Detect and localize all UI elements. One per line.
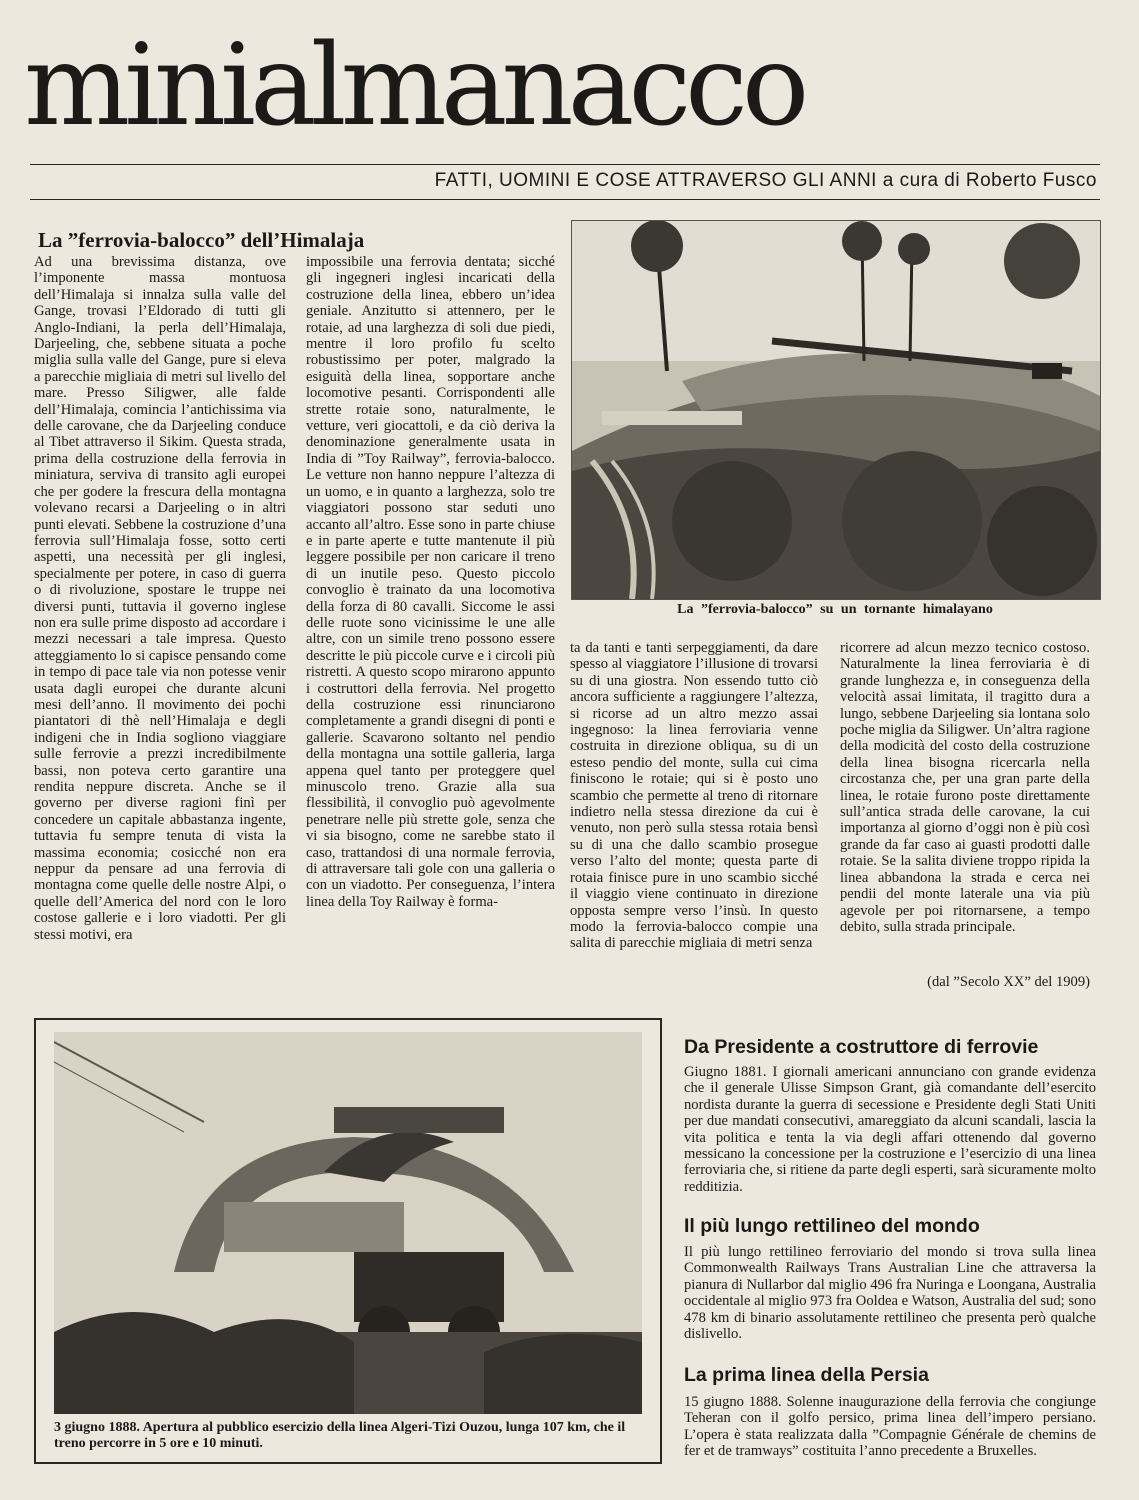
top-rule	[30, 164, 1100, 165]
masthead: minialmanacco	[24, 21, 804, 151]
himalaya-photo-caption: La ”ferrovia-balocco” su un tornante himalayano	[677, 602, 993, 617]
algeria-photo-box	[34, 1018, 662, 1464]
sidebar-text-3: 15 giugno 1888. Solenne inaugurazione della ferrovia che congiunge Teheran con il golfo persico, prima linea dell’impero persiano. L’opera è stata realizzata dalla ”Compagnie Générale de chemins de fer et de tramways” costituita l’anno precedente a Bruxelles.	[684, 1394, 1096, 1460]
sidebar-text-2: Il più lungo rettilineo ferroviario del mondo si trova sulla linea Commonwealth Railways Trans Australian Line che attraversa la pianura di Nullarbor dal miglio 496 fra Nuringa e Loongana, Australia occidentale al miglio 973 fra Ooldea e Watson, Australia del sud; sono 478 km di binario assolutamente rettilineo che presenta però qualche dislivello.	[684, 1244, 1096, 1343]
algeria-inauguration-engraving	[54, 1032, 642, 1414]
sidebar-text-1: Giugno 1881. I giornali americani annunciano con grande evidenza che il generale Ulisse Simpson Grant, già comandante dell’esercito nordista durante la guerra di secessione e Presidente degli Stati Uniti per due mandati consecutivi, amareggiato da alcuni scandali, lascia la vita politica e tenta la via degli affari ottenendo dal governo messicano la concessione per la costruzione e l’esercizio di una linea ferroviaria che, si ritiene da parte degli esperti, sarà sicuramente molto redditizia.	[684, 1064, 1096, 1195]
article-column-3: ta da tanti e tanti serpeggiamenti, da dare spesso al viaggiatore l’illusione di trovarsi su di una giostra. Non essendo tutto ciò ancora sufficiente a raggiungere l’altezza, si ricorse ad un altro mezzo assai ingegnoso: la linea ferroviaria venne costruita in direzione obliqua, su di un esteso pendio del monte, sulla cui cima finiscono le rotaie; qui si è posto uno scambio che permette al treno di ritornare indietro nella stessa direzione da cui è venuto, non però sulla stessa rotaia bensì su di una che dallo scambio prosegue verso l’alto del monte; questa parte di rotaia finisce pure in uno scambio sicché il viaggio viene continuato in direzione opposta sempre verso l’insù. In questo modo la ferrovia-balocco compie una salita di parecchie migliaia di metri senza	[570, 640, 818, 952]
sidebar-title-3: La prima linea della Persia	[684, 1364, 929, 1386]
article-column-2: impossibile una ferrovia dentata; sicché gli ingegneri inglesi incaricati della costruzione della linea, ebbero un’idea geniale. Anzitutto si attennero, per le rotaie, ad una larghezza di soli due piedi, mentre il loro profilo fu scelto robustissimo per poter, malgrado la esiguità della linea, sopportare anche locomotive pesanti. Corrispondenti alle strette rotaie sono, naturalmente, le vetture, veri giocattoli, e da ciò deriva la denominazione generalmente usata in India di ”Toy Railway”, ferrovia-balocco. Le vetture non hanno neppure l’altezza di un uomo, e in quanto a larghezza, solo tre viaggiatori possono star seduti uno accanto all’altro. Esse sono in parte chiuse e in parte aperte e tutte mantenute il più leggere possibile per non caricare il treno di un inutile peso. Questo piccolo convoglio è trainato da una locomotiva della forza di 80 cavalli. Siccome le assi delle ruote sono vicinissime le une alle altre, con un simile treno possono essere descritte le più piccole curve e i circoli più ristretti. A questo scopo mirarono appunto i costruttori della ferrovia. Nel progetto della costruzione essi rinunciarono completamente a grandi disegni di ponti e gallerie. Scavarono soltanto nel pendio della montagna una sottile galleria, larga appena quel tanto per proteggere quel minuscolo treno. Grazie alla sua flessibilità, il convoglio può agevolmente penetrare nelle più strette gole, senza che vi sia bisogno, come ne sarebbe stato il caso, trattandosi di una normale ferrovia, di attraversare tali gole con una galleria o con un viadotto. Per conseguenza, l’intera linea della Toy Railway è forma-	[306, 254, 555, 910]
sidebar-title-2: Il più lungo rettilineo del mondo	[684, 1215, 980, 1237]
article-column-4: ricorrere ad alcun mezzo tecnico costoso. Naturalmente la linea ferroviaria è di grande lunghezza e, in conseguenza della velocità assai limitata, il tragitto dura a lungo, sebbene Darjeeling sia lontana solo poche miglia da Siligwer. Un’altra ragione della modicità del costo della costruzione della linea bisogna ricercarla nella circostanza che, per una gran parte della linea, le rotaie furono poste direttamente sull’antica strada delle carovane, la cui importanza al giorno d’oggi non è più così grande da far caso ai guasti prodotti dalle rotaie. Se la salita diviene troppo ripida la linea abbandona la strada e cerca nei pendii del monte laterale una via più agevole per poi ritornarsene, a tempo debito, sulla strada principale.	[840, 640, 1090, 935]
article-source: (dal ”Secolo XX” del 1909)	[927, 974, 1090, 990]
bottom-rule	[30, 199, 1100, 200]
himalaya-railway-photo	[571, 220, 1101, 600]
article-column-1: Ad una brevissima distanza, ove l’imponente massa montuosa dell’Himalaja si innalza sulla valle del Gange, trovasi l’Eldorado di tutti gli Anglo-Indiani, la perla dell’Himalaja, Darjeeling, che, sebbene situata a poche miglia sulla valle del Gange, pure si eleva a parecchie migliaia di metri sul livello del mare. Presso Siligwer, alle falde dell’Himalaja, comincia l’antichissima via delle carovane, che da Darjeeling conduce al Tibet attraverso il Sikim. Questa strada, prima della costruzione della ferrovia in miniatura, serviva di transito agli europei che per godere la frescura della montagna volevano recarsi a Darjeeling o in altri punti elevati. Sebbene la costruzione d’una ferrovia sull’Himalaja fosse, sotto certi aspetti, una necessità per gli inglesi, specialmente per potere, in caso di guerra o di rivoluzione, spostare le truppe nei diversi punti, tuttavia il governo inglese non era sulle prime disposto ad accordare i mezzi necessari a tale impresa. Questo atteggiamento lo si capisce pensando come in tempo di pace tale via non potesse venir usata dagli europei che durante alcuni mesi dell’anno. Il movimento dei pochi piantatori di thè nell’Himalaja e degli indigeni che in India sogliono viaggiare sulle ferrovie a prezzi incredibilmente bassi, non poteva certo garantire una rendita neppure discreta. Anche se il governo per diverse ragioni finì per concedere un capitale abbastanza ingente, tuttavia fu sempre tenuta di vista la massima economia; cosicché non era neppur da pensare ad una ferrovia di montagna come quelle delle nostre Alpi, o quelle dell’America del nord con le loro costose gallerie e i loro viadotti. Per gli stessi motivi, era	[34, 254, 286, 943]
sidebar-title-1: Da Presidente a costruttore di ferrovie	[684, 1036, 1039, 1058]
algeria-photo-caption: 3 giugno 1888. Apertura al pubblico esercizio della linea Algeri-Tizi Ouzou, lunga 107 km, che il treno percorre in 5 ore e 10 minuti.	[54, 1420, 626, 1451]
subtitle: FATTI, UOMINI E COSE ATTRAVERSO GLI ANNI a cura di Roberto Fusco	[434, 170, 1097, 191]
main-article-title: La ”ferrovia-balocco” dell’Himalaja	[38, 228, 365, 252]
